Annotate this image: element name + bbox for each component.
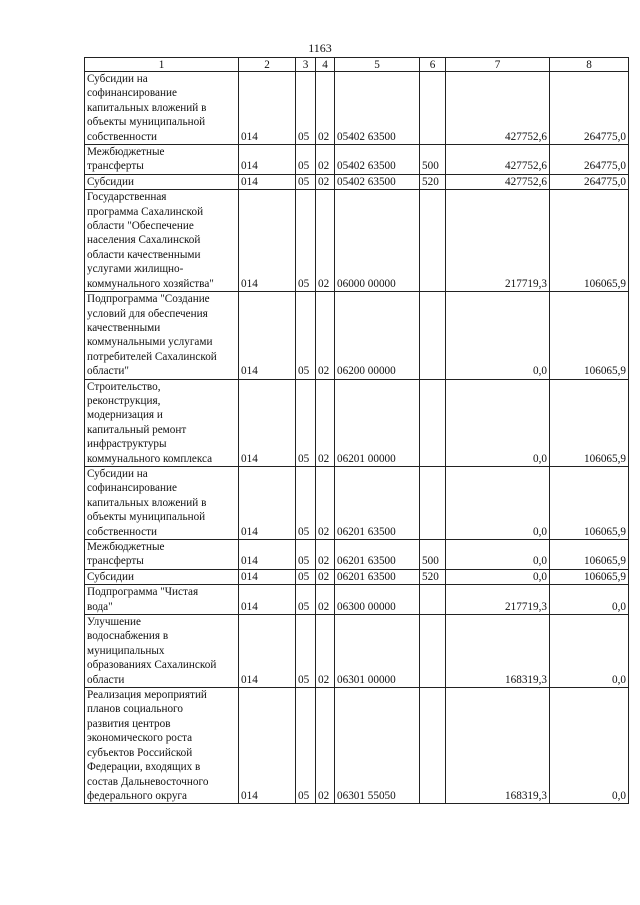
ministry-code-cell: 014 [239, 72, 296, 145]
expense-type-cell [420, 688, 446, 804]
subsection-code-cell: 02 [316, 466, 335, 539]
expense-type-cell: 520 [420, 174, 446, 189]
item-name-cell: Реализация мероприятий планов социального развития центров экономического роста субъектов Российской Федерации, входящих в состав Дальневосточного федерального округа [85, 688, 239, 804]
section-code-cell: 05 [296, 174, 316, 189]
table-row [85, 615, 629, 688]
item-name-cell: Субсидии на софинансирование капитальных вложений в объекты муниципальной собственности [85, 466, 239, 539]
ministry-code-cell: 014 [239, 585, 296, 615]
header-row [85, 58, 629, 72]
amount-col7-cell: 427752,6 [446, 174, 550, 189]
ministry-code-cell: 014 [239, 615, 296, 688]
amount-col7-cell: 0,0 [446, 379, 550, 466]
subsection-code-cell: 02 [316, 688, 335, 804]
item-name-cell: Строительство, реконструкция, модернизация и капитальный ремонт инфраструктуры коммунального комплекса [85, 379, 239, 466]
target-article-cell: 05402 63500 [335, 174, 420, 189]
column-header: 2 [239, 58, 296, 72]
amount-col8-cell: 106065,9 [550, 569, 629, 584]
amount-col8-cell: 0,0 [550, 615, 629, 688]
amount-col7-cell: 0,0 [446, 466, 550, 539]
column-header: 4 [316, 58, 335, 72]
table-row [85, 379, 629, 466]
column-header: 3 [296, 58, 316, 72]
amount-col7-cell: 217719,3 [446, 190, 550, 292]
table-row [85, 466, 629, 539]
column-header: 5 [335, 58, 420, 72]
amount-col8-cell: 264775,0 [550, 72, 629, 145]
amount-col7-cell: 168319,3 [446, 615, 550, 688]
column-header: 7 [446, 58, 550, 72]
target-article-cell: 06201 63500 [335, 540, 420, 570]
amount-col8-cell: 0,0 [550, 688, 629, 804]
target-article-cell: 06201 00000 [335, 379, 420, 466]
table-row [85, 585, 629, 615]
amount-col8-cell: 264775,0 [550, 174, 629, 189]
table-row [85, 540, 629, 570]
target-article-cell: 06300 00000 [335, 585, 420, 615]
section-code-cell: 05 [296, 615, 316, 688]
amount-col8-cell: 106065,9 [550, 190, 629, 292]
subsection-code-cell: 02 [316, 190, 335, 292]
item-name-cell: Субсидии [85, 174, 239, 189]
amount-col8-cell: 0,0 [550, 585, 629, 615]
amount-col7-cell: 0,0 [446, 292, 550, 379]
subsection-code-cell: 02 [316, 585, 335, 615]
item-name-cell: Подпрограмма "Чистая вода" [85, 585, 239, 615]
section-code-cell: 05 [296, 540, 316, 570]
amount-col7-cell: 427752,6 [446, 145, 550, 175]
column-header: 6 [420, 58, 446, 72]
ministry-code-cell: 014 [239, 466, 296, 539]
subsection-code-cell: 02 [316, 379, 335, 466]
page-number: 1163 [308, 41, 332, 55]
target-article-cell: 06301 00000 [335, 615, 420, 688]
section-code-cell: 05 [296, 569, 316, 584]
budget-table [84, 57, 629, 804]
expense-type-cell: 520 [420, 569, 446, 584]
amount-col8-cell: 106065,9 [550, 292, 629, 379]
subsection-code-cell: 02 [316, 145, 335, 175]
expense-type-cell [420, 466, 446, 539]
ministry-code-cell: 014 [239, 174, 296, 189]
target-article-cell: 06201 63500 [335, 466, 420, 539]
target-article-cell: 06200 00000 [335, 292, 420, 379]
amount-col7-cell: 0,0 [446, 540, 550, 570]
expense-type-cell [420, 72, 446, 145]
section-code-cell: 05 [296, 190, 316, 292]
ministry-code-cell: 014 [239, 569, 296, 584]
section-code-cell: 05 [296, 466, 316, 539]
section-code-cell: 05 [296, 688, 316, 804]
column-header: 8 [550, 58, 629, 72]
item-name-cell: Улучшение водоснабжения в муниципальных образованиях Сахалинской области [85, 615, 239, 688]
expense-type-cell [420, 190, 446, 292]
table-row [85, 688, 629, 804]
section-code-cell: 05 [296, 72, 316, 145]
target-article-cell: 06000 00000 [335, 190, 420, 292]
table-row [85, 569, 629, 584]
amount-col7-cell: 217719,3 [446, 585, 550, 615]
table-row [85, 174, 629, 189]
amount-col8-cell: 106065,9 [550, 379, 629, 466]
subsection-code-cell: 02 [316, 615, 335, 688]
section-code-cell: 05 [296, 379, 316, 466]
expense-type-cell: 500 [420, 540, 446, 570]
ministry-code-cell: 014 [239, 379, 296, 466]
item-name-cell: Подпрограмма "Создание условий для обеспечения качественными коммунальными услугами потребителей Сахалинской области" [85, 292, 239, 379]
subsection-code-cell: 02 [316, 569, 335, 584]
amount-col8-cell: 106065,9 [550, 466, 629, 539]
expense-type-cell: 500 [420, 145, 446, 175]
subsection-code-cell: 02 [316, 72, 335, 145]
item-name-cell: Государственная программа Сахалинской области "Обеспечение населения Сахалинской области качественными услугами жилищно- коммунального хозяйства" [85, 190, 239, 292]
ministry-code-cell: 014 [239, 688, 296, 804]
expense-type-cell [420, 379, 446, 466]
subsection-code-cell: 02 [316, 174, 335, 189]
column-header: 1 [85, 58, 239, 72]
amount-col7-cell: 168319,3 [446, 688, 550, 804]
expense-type-cell [420, 615, 446, 688]
amount-col8-cell: 264775,0 [550, 145, 629, 175]
expense-type-cell [420, 585, 446, 615]
table-row [85, 145, 629, 175]
subsection-code-cell: 02 [316, 292, 335, 379]
item-name-cell: Субсидии [85, 569, 239, 584]
table-row [85, 292, 629, 379]
amount-col8-cell: 106065,9 [550, 540, 629, 570]
target-article-cell: 05402 63500 [335, 72, 420, 145]
ministry-code-cell: 014 [239, 145, 296, 175]
section-code-cell: 05 [296, 145, 316, 175]
amount-col7-cell: 427752,6 [446, 72, 550, 145]
item-name-cell: Межбюджетные трансферты [85, 145, 239, 175]
section-code-cell: 05 [296, 292, 316, 379]
section-code-cell: 05 [296, 585, 316, 615]
table-row [85, 190, 629, 292]
expense-type-cell [420, 292, 446, 379]
ministry-code-cell: 014 [239, 190, 296, 292]
ministry-code-cell: 014 [239, 292, 296, 379]
amount-col7-cell: 0,0 [446, 569, 550, 584]
subsection-code-cell: 02 [316, 540, 335, 570]
target-article-cell: 06201 63500 [335, 569, 420, 584]
item-name-cell: Межбюджетные трансферты [85, 540, 239, 570]
table-row [85, 72, 629, 145]
target-article-cell: 06301 55050 [335, 688, 420, 804]
ministry-code-cell: 014 [239, 540, 296, 570]
item-name-cell: Субсидии на софинансирование капитальных вложений в объекты муниципальной собственности [85, 72, 239, 145]
target-article-cell: 05402 63500 [335, 145, 420, 175]
